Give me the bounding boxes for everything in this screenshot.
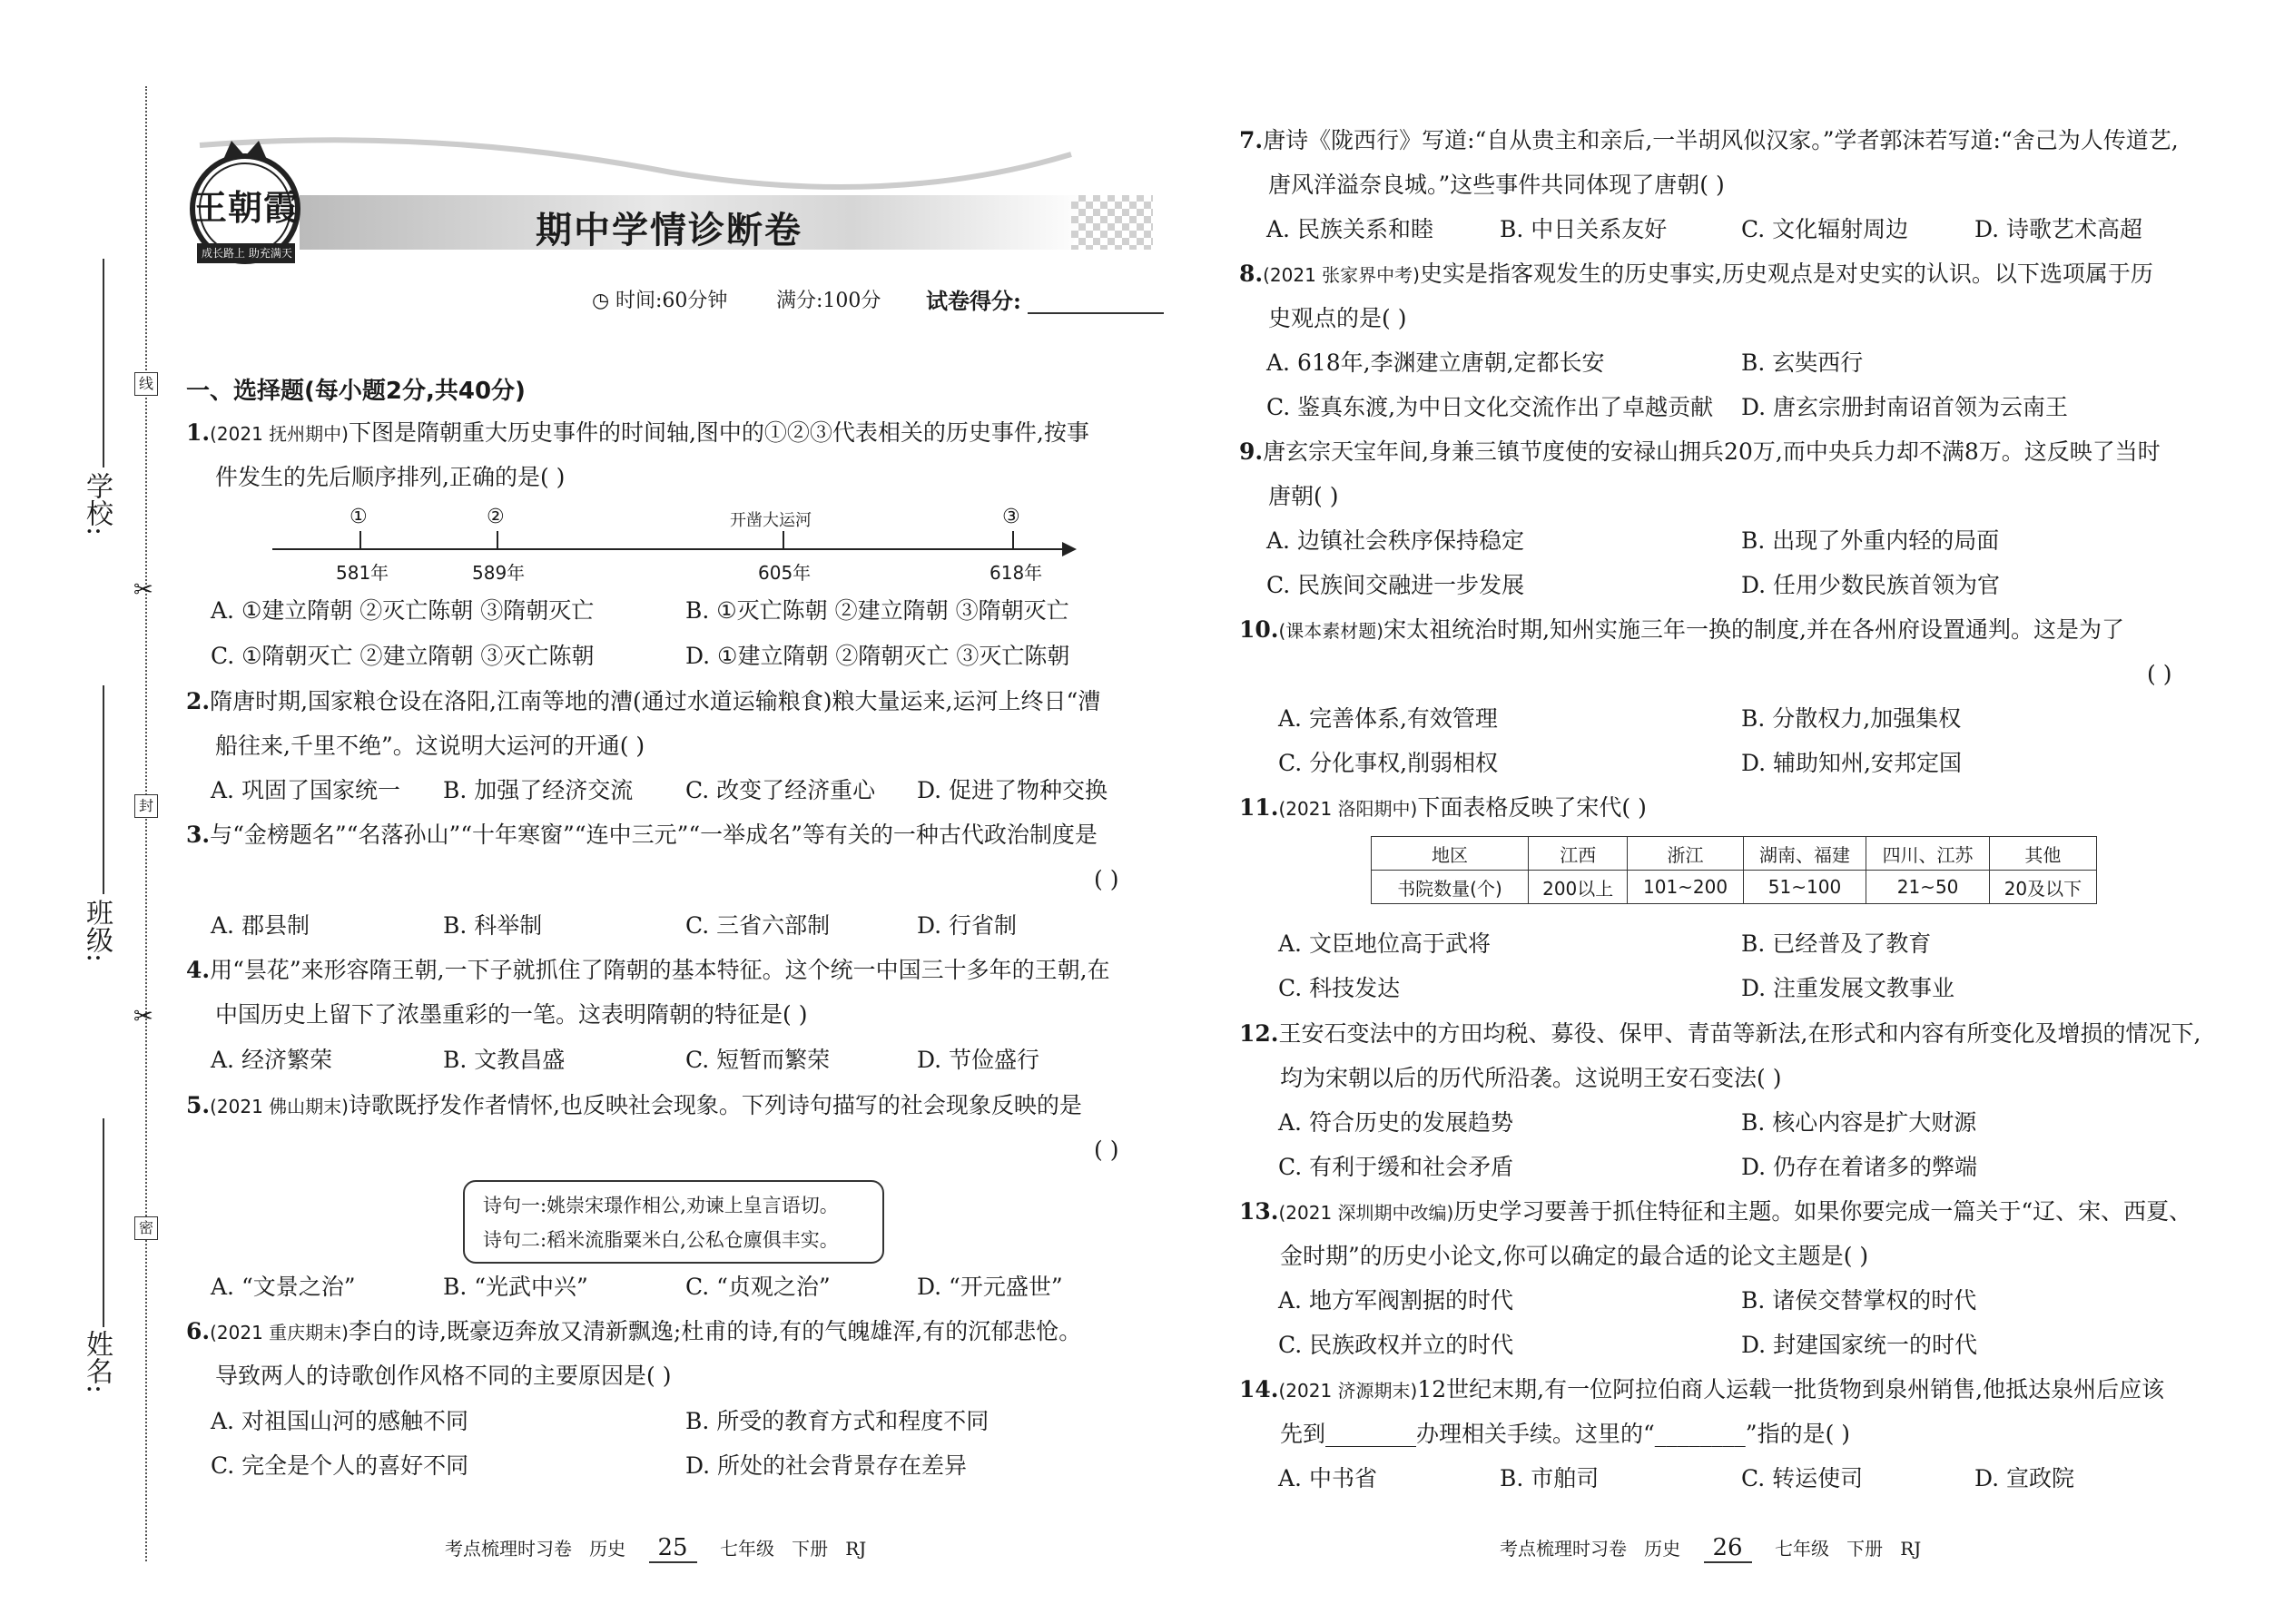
question-text: 12世纪末期,有一位阿拉伯商人运载一批货物到泉州销售,他抵达泉州后应该 <box>1417 1376 2165 1403</box>
question-number: 4. <box>186 957 211 983</box>
question-text: 李白的诗,既豪迈奔放又清新飘逸;杜甫的诗,有的气魄雄浑,有的沉郁悲怆。 <box>348 1318 1082 1344</box>
timeline-year: 618年 <box>989 562 1043 584</box>
answer-paren[interactable]: ( ) <box>2147 661 2172 687</box>
question-1 <box>186 419 1089 448</box>
table-cell: 20及以下 <box>1989 871 2096 904</box>
option-a[interactable]: A. 对祖国山河的感触不同 <box>211 1408 468 1434</box>
question-source: (2021 洛阳期中) <box>1278 798 1418 820</box>
question-4 <box>186 957 1110 984</box>
question-number: 2. <box>186 688 211 714</box>
option-c[interactable]: C. “贞观之治” <box>685 1274 831 1300</box>
question-7 <box>1239 127 2179 154</box>
question-number: 13. <box>1239 1198 1279 1225</box>
time-info: 时间:60分钟 <box>615 290 728 312</box>
table-cell: 湖南、福建 <box>1743 837 1866 871</box>
timeline-marker: ③ <box>1002 506 1020 528</box>
logo-banner-text: 成长路上 助充满天 <box>202 247 292 260</box>
timeline-arrow-icon <box>1062 542 1077 556</box>
question-number: 8. <box>1239 261 1264 287</box>
page-title: 期中学情诊断卷 <box>536 210 802 251</box>
table-cell: 江西 <box>1529 837 1628 871</box>
option-b[interactable]: B. 分散权力,加强集权 <box>1741 705 1962 732</box>
question-text: 史实是指客观发生的历史事实,历史观点是对史实的认识。以下选项属于历 <box>1419 261 2153 287</box>
poem-line-2: 诗句二:稻米流脂粟米白,公私仓廪俱丰实。 <box>483 1229 839 1251</box>
question-number: 10. <box>1239 616 1279 643</box>
option-a[interactable]: A. “文景之治” <box>211 1274 356 1300</box>
table-cell: 200以上 <box>1529 871 1628 904</box>
timeline-marker: ① <box>350 506 368 528</box>
question-number: 3. <box>186 822 211 848</box>
page-number: 25 <box>649 1534 697 1563</box>
cut-mark-xian: 线 <box>134 372 158 396</box>
question-11 <box>1239 794 1647 822</box>
question-8-line2: 史观点的是( ) <box>1268 305 1407 331</box>
option-c[interactable]: C. 短暂而繁荣 <box>685 1047 831 1073</box>
option-c[interactable]: C. 鉴真东渡,为中日文化交流作出了卓越贡献 <box>1266 394 1714 420</box>
question-14 <box>1239 1376 2164 1404</box>
option-b[interactable]: B. ①灭亡陈朝 ②建立隋朝 ③隋朝灭亡 <box>685 597 1069 624</box>
cut-mark-feng: 封 <box>134 794 158 818</box>
question-number: 6. <box>186 1318 211 1344</box>
paper-score-blank[interactable] <box>1028 312 1164 314</box>
option-c[interactable]: C. 改变了经济重心 <box>685 777 876 803</box>
footer-right <box>1500 1534 1921 1561</box>
question-number: 7. <box>1239 127 1264 153</box>
option-d[interactable]: D. 诗歌艺术高超 <box>1974 216 2143 242</box>
option-d[interactable]: D. 所处的社会背景存在差异 <box>685 1452 968 1479</box>
option-b[interactable]: B. 已经普及了教育 <box>1741 930 1932 957</box>
class-label: 班级: <box>81 899 113 963</box>
question-10 <box>1239 616 2124 645</box>
footer-grade: 七年级 <box>1775 1538 1830 1560</box>
question-4-line2: 中国历史上留下了浓墨重彩的一笔。这表明隋朝的特征是( ) <box>215 1001 808 1028</box>
footer-grade: 七年级 <box>720 1538 775 1560</box>
question-source: (2021 济源期末) <box>1278 1380 1418 1402</box>
question-text: 用“昙花”来形容隋王朝,一下子就抓住了隋朝的基本特征。这个统一中国三十多年的王朝,在 <box>210 957 1110 983</box>
table-cell: 101~200 <box>1628 871 1743 904</box>
option-c[interactable]: C. 转运使司 <box>1741 1465 1864 1491</box>
option-d[interactable]: D. 任用少数民族首领为官 <box>1741 572 2001 598</box>
question-6-line2: 导致两人的诗歌创作风格不同的主要原因是( ) <box>215 1363 672 1389</box>
question-13 <box>1239 1198 2191 1226</box>
question-text: 下面表格反映了宋代( ) <box>1417 794 1647 821</box>
footer-edition: RJ <box>1900 1538 1922 1560</box>
option-c[interactable]: C. ①隋朝灭亡 ②建立隋朝 ③灭亡陈朝 <box>211 643 595 669</box>
option-a[interactable]: A. 地方军阀割据的时代 <box>1278 1287 1513 1314</box>
table-cell: 21~50 <box>1866 871 1990 904</box>
option-a[interactable]: A. 完善体系,有效管理 <box>1278 705 1498 732</box>
question-source: (2021 重庆期末) <box>210 1322 349 1343</box>
cut-mark-mi: 密 <box>134 1216 158 1240</box>
option-a[interactable]: A. ①建立隋朝 ②灭亡陈朝 ③隋朝灭亡 <box>211 597 595 624</box>
question-12 <box>1239 1020 2200 1048</box>
question-number: 9. <box>1239 438 1264 465</box>
question-text: 与“金榜题名”“名落孙山”“十年寒窗”“连中三元”“一举成名”等有关的一种古代政治制度是 <box>210 822 1098 848</box>
question-text: 王安石变法中的方田均税、募役、保甲、青苗等新法,在形式和内容有所变化及增损的情况下, <box>1278 1020 2201 1047</box>
option-b[interactable]: B. 市舶司 <box>1500 1465 1600 1491</box>
footer-book: 考点梳理时习卷 <box>445 1538 572 1560</box>
option-a[interactable]: A. 民族关系和睦 <box>1266 216 1433 242</box>
option-c[interactable]: C. 三省六部制 <box>685 912 831 939</box>
scissors-icon: ✂ <box>133 1003 153 1030</box>
table-cell: 51~100 <box>1743 871 1866 904</box>
option-a[interactable]: A. 618年,李渊建立唐朝,定都长安 <box>1266 349 1605 376</box>
question-8 <box>1239 261 2153 289</box>
logo-text: 王朝霞 <box>192 187 300 228</box>
question-9 <box>1239 438 2161 466</box>
footer-subject: 历史 <box>1644 1538 1681 1560</box>
question-text: 诗歌既抒发作者情怀,也反映社会现象。下列诗句描写的社会现象反映的是 <box>348 1092 1082 1118</box>
timeline-year: 581年 <box>336 562 389 584</box>
option-b[interactable]: B. 加强了经济交流 <box>443 777 634 803</box>
question-number: 14. <box>1239 1376 1279 1403</box>
option-b[interactable]: B. 出现了外重内轻的局面 <box>1741 527 2000 554</box>
full-score-info: 满分:100分 <box>776 290 881 312</box>
option-b[interactable]: B. 科举制 <box>443 912 543 939</box>
question-6 <box>186 1318 1081 1346</box>
option-d[interactable]: D. 节俭盛行 <box>917 1047 1040 1073</box>
question-2-line2: 船往来,千里不绝”。这说明大运河的开通( ) <box>215 733 645 759</box>
option-b[interactable]: B. 诸侯交替掌权的时代 <box>1741 1287 1977 1314</box>
option-d[interactable]: D. 辅助知州,安邦定国 <box>1741 750 1962 776</box>
table-cell: 书院数量(个) <box>1372 871 1529 904</box>
clock-icon: ◷ <box>592 290 610 312</box>
question-7-line2: 唐风洋溢奈良城。”这些事件共同体现了唐朝( ) <box>1268 172 1725 198</box>
school-field-line[interactable] <box>103 259 104 468</box>
question-5 <box>186 1092 1082 1120</box>
option-a[interactable]: A. 边镇社会秩序保持稳定 <box>1266 527 1524 554</box>
table-row <box>1372 871 2097 904</box>
answer-paren[interactable]: ( ) <box>1094 1137 1119 1163</box>
option-a[interactable]: A. 巩固了国家统一 <box>211 777 400 803</box>
footer-subject: 历史 <box>589 1538 626 1560</box>
table-cell: 地区 <box>1372 837 1529 871</box>
table-cell: 浙江 <box>1628 837 1743 871</box>
footer-volume: 下册 <box>1846 1538 1884 1560</box>
question-number: 12. <box>1239 1020 1279 1047</box>
poem-box <box>463 1180 884 1264</box>
option-a[interactable]: A. 中书省 <box>1278 1465 1377 1491</box>
question-text: 唐诗《陇西行》写道:“自从贵主和亲后,一半胡风似汉家。”学者郭沫若写道:“舍己为人传道艺, <box>1263 127 2179 153</box>
option-a[interactable]: A. 文臣地位高于武将 <box>1278 930 1491 957</box>
option-c[interactable]: C. 文化辐射周边 <box>1741 216 1909 242</box>
option-b[interactable]: B. 核心内容是扩大财源 <box>1741 1109 1977 1136</box>
question-source: (2021 佛山期末) <box>210 1096 349 1117</box>
question-number: 1. <box>186 419 211 446</box>
question-3 <box>186 822 1098 849</box>
timeline-year: 605年 <box>758 562 812 584</box>
question-14-line2: 先到________办理相关手续。这里的“________”指的是( ) <box>1280 1421 1851 1447</box>
option-c[interactable]: C. 民族政权并立的时代 <box>1278 1332 1514 1358</box>
question-source: (2021 深圳期中改编) <box>1278 1202 1454 1224</box>
question-source: (课本素材题) <box>1278 620 1384 642</box>
question-9-line2: 唐朝( ) <box>1268 483 1339 509</box>
option-d[interactable]: D. 仍存在着诸多的弊端 <box>1741 1154 1978 1180</box>
option-b[interactable]: B. 文教昌盛 <box>443 1047 566 1073</box>
question-number: 11. <box>1239 794 1279 821</box>
question-text: 下图是隋朝重大历史事件的时间轴,图中的①②③代表相关的历史事件,按事 <box>348 419 1089 446</box>
option-d[interactable]: D. 唐玄宗册封南诏首领为云南王 <box>1741 394 2069 420</box>
name-field-line[interactable] <box>103 1118 104 1327</box>
option-c[interactable]: C. 有利于缓和社会矛盾 <box>1278 1154 1514 1180</box>
page-number: 26 <box>1704 1534 1752 1563</box>
option-d[interactable]: D. 行省制 <box>917 912 1018 939</box>
footer-volume: 下册 <box>792 1538 829 1560</box>
question-number: 5. <box>186 1092 211 1118</box>
timeline-axis <box>272 548 1067 550</box>
answer-paren[interactable]: ( ) <box>1094 866 1119 892</box>
option-b[interactable]: B. 中日关系友好 <box>1500 216 1668 242</box>
option-c[interactable]: C. 分化事权,削弱相权 <box>1278 750 1499 776</box>
question-text: 宋太祖统治时期,知州实施三年一换的制度,并在各州府设置通判。这是为了 <box>1383 616 2125 643</box>
question-1-line2: 件发生的先后顺序排列,正确的是( ) <box>215 464 566 490</box>
option-c[interactable]: C. 科技发达 <box>1278 975 1401 1001</box>
class-field-line[interactable] <box>103 685 104 894</box>
question-12-line2: 均为宋朝以后的历代所沿袭。这说明王安石变法( ) <box>1280 1065 1782 1091</box>
binding-dotted-line <box>145 86 147 1561</box>
table-cell: 其他 <box>1989 837 2096 871</box>
section-title: 一、选择题(每小题2分,共40分) <box>186 378 526 405</box>
question-source: (2021 抚州期中) <box>210 423 349 445</box>
option-c[interactable]: C. 完全是个人的喜好不同 <box>211 1452 469 1479</box>
footer-left <box>445 1534 866 1561</box>
timeline-diagram <box>272 504 1089 586</box>
scissors-icon: ✂ <box>133 576 153 604</box>
timeline-marker: ② <box>487 506 505 528</box>
question-text: 历史学习要善于抓住特征和主题。如果你要完成一篇关于“辽、宋、西夏、 <box>1453 1198 2192 1225</box>
poem-line-1: 诗句一:姚崇宋璟作相公,劝谏上皇言语切。 <box>483 1195 839 1216</box>
question-13-line2: 金时期”的历史小论文,你可以确定的最合适的论文主题是( ) <box>1280 1243 1869 1269</box>
question-text: 隋唐时期,国家粮仓设在洛阳,江南等地的漕(通过水道运输粮食)粮大量运来,运河上终日“漕 <box>210 688 1101 714</box>
option-b[interactable]: B. 所受的教育方式和程度不同 <box>685 1408 989 1434</box>
question-source: (2021 张家界中考) <box>1263 264 1420 286</box>
question-text: 唐玄宗天宝年间,身兼三镇节度使的安禄山拥兵20万,而中央兵力却不满8万。这反映了当时 <box>1263 438 2161 465</box>
footer-edition: RJ <box>845 1538 867 1560</box>
timeline-marker: 开凿大运河 <box>730 511 812 530</box>
timeline-year: 589年 <box>472 562 526 584</box>
table-row <box>1372 837 2097 871</box>
paper-score-label: 试卷得分: <box>926 288 1021 314</box>
option-d[interactable]: D. 注重发展文教事业 <box>1741 975 1955 1001</box>
option-d[interactable]: D. ①建立隋朝 ②隋朝灭亡 ③灭亡陈朝 <box>685 643 1070 669</box>
option-b[interactable]: B. 玄奘西行 <box>1741 349 1864 376</box>
school-label: 学校: <box>81 472 113 536</box>
option-a[interactable]: A. 郡县制 <box>211 912 310 939</box>
name-label: 姓名: <box>81 1330 113 1394</box>
option-a[interactable]: A. 符合历史的发展趋势 <box>1278 1109 1513 1136</box>
data-table <box>1371 836 2097 904</box>
footer-book: 考点梳理时习卷 <box>1500 1538 1627 1560</box>
question-2 <box>186 688 1100 715</box>
option-a[interactable]: A. 经济繁荣 <box>211 1047 332 1073</box>
table-cell: 四川、江苏 <box>1866 837 1990 871</box>
option-d[interactable]: D. 宣政院 <box>1974 1465 2075 1491</box>
option-c[interactable]: C. 民族间交融进一步发展 <box>1266 572 1525 598</box>
option-d[interactable]: D. 封建国家统一的时代 <box>1741 1332 1978 1358</box>
option-d[interactable]: D. “开元盛世” <box>917 1274 1063 1300</box>
option-b[interactable]: B. “光武中兴” <box>443 1274 588 1300</box>
option-d[interactable]: D. 促进了物种交换 <box>917 777 1108 803</box>
